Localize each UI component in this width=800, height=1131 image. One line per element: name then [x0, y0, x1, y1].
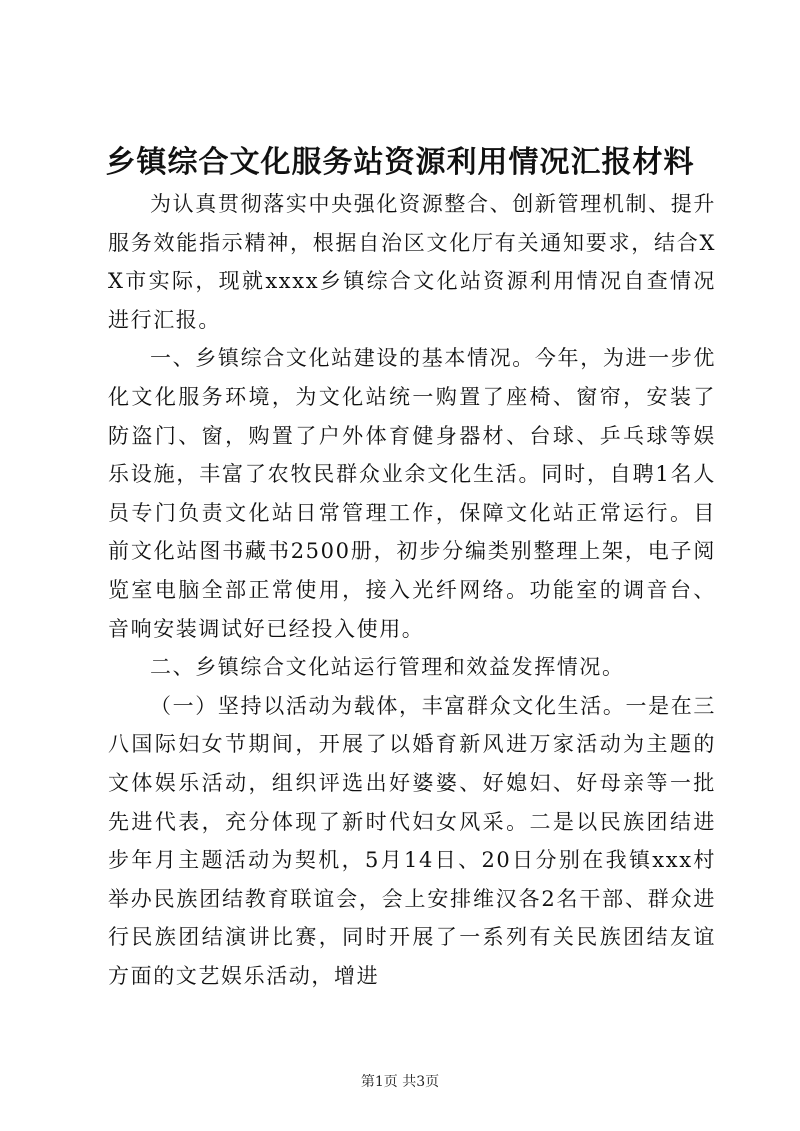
document-body [108, 185, 716, 995]
document-title: 乡镇综合文化服务站资源利用情况汇报材料 [105, 145, 695, 180]
paragraph-section-1: 一、乡镇综合文化站建设的基本情况。今年，为进一步优化文化服务环境，为文化站统一购置了座椅、窗帘，安装了防盗门、窗，购置了户外体育健身器材、台球、乒乓球等娱乐设施，丰富了农牧民群众业余文化生活。同时，自聘1名人员专门负责文化站日常管理工作，保障文化站正常运行。目前文化站图书藏书2500册，初步分编类别整理上架，电子阅览室电脑全部正常使用，接入光纤网络。功能室的调音台、音响安装调试好已经投入使用。 [108, 346, 716, 641]
paragraph-section-2-1: （一）坚持以活动为载体，丰富群众文化生活。一是在三八国际妇女节期间，开展了以婚育新风进万家活动为主题的文体娱乐活动，组织评选出好婆婆、好媳妇、好母亲等一批先进代表，充分体现了新时代妇女风采。二是以民族团结进步年月主题活动为契机，5月14日、20日分别在我镇xxx村举办民族团结教育联谊会，会上安排维汉各2名干部、群众进行民族团结演讲比赛，同时开展了一系列有关民族团结友谊方面的文艺娱乐活动，增进 [108, 693, 716, 988]
paragraph-intro: 为认真贯彻落实中央强化资源整合、创新管理机制、提升服务效能指示精神，根据自治区文化厅有关通知要求，结合XX市实际，现就xxxx乡镇综合文化站资源利用情况自查情况进行汇报。 [108, 192, 716, 332]
page-footer: 第1页 共3页 [360, 1074, 440, 1090]
paragraph-section-2-heading: 二、乡镇综合文化站运行管理和效益发挥情况。 [150, 655, 625, 680]
